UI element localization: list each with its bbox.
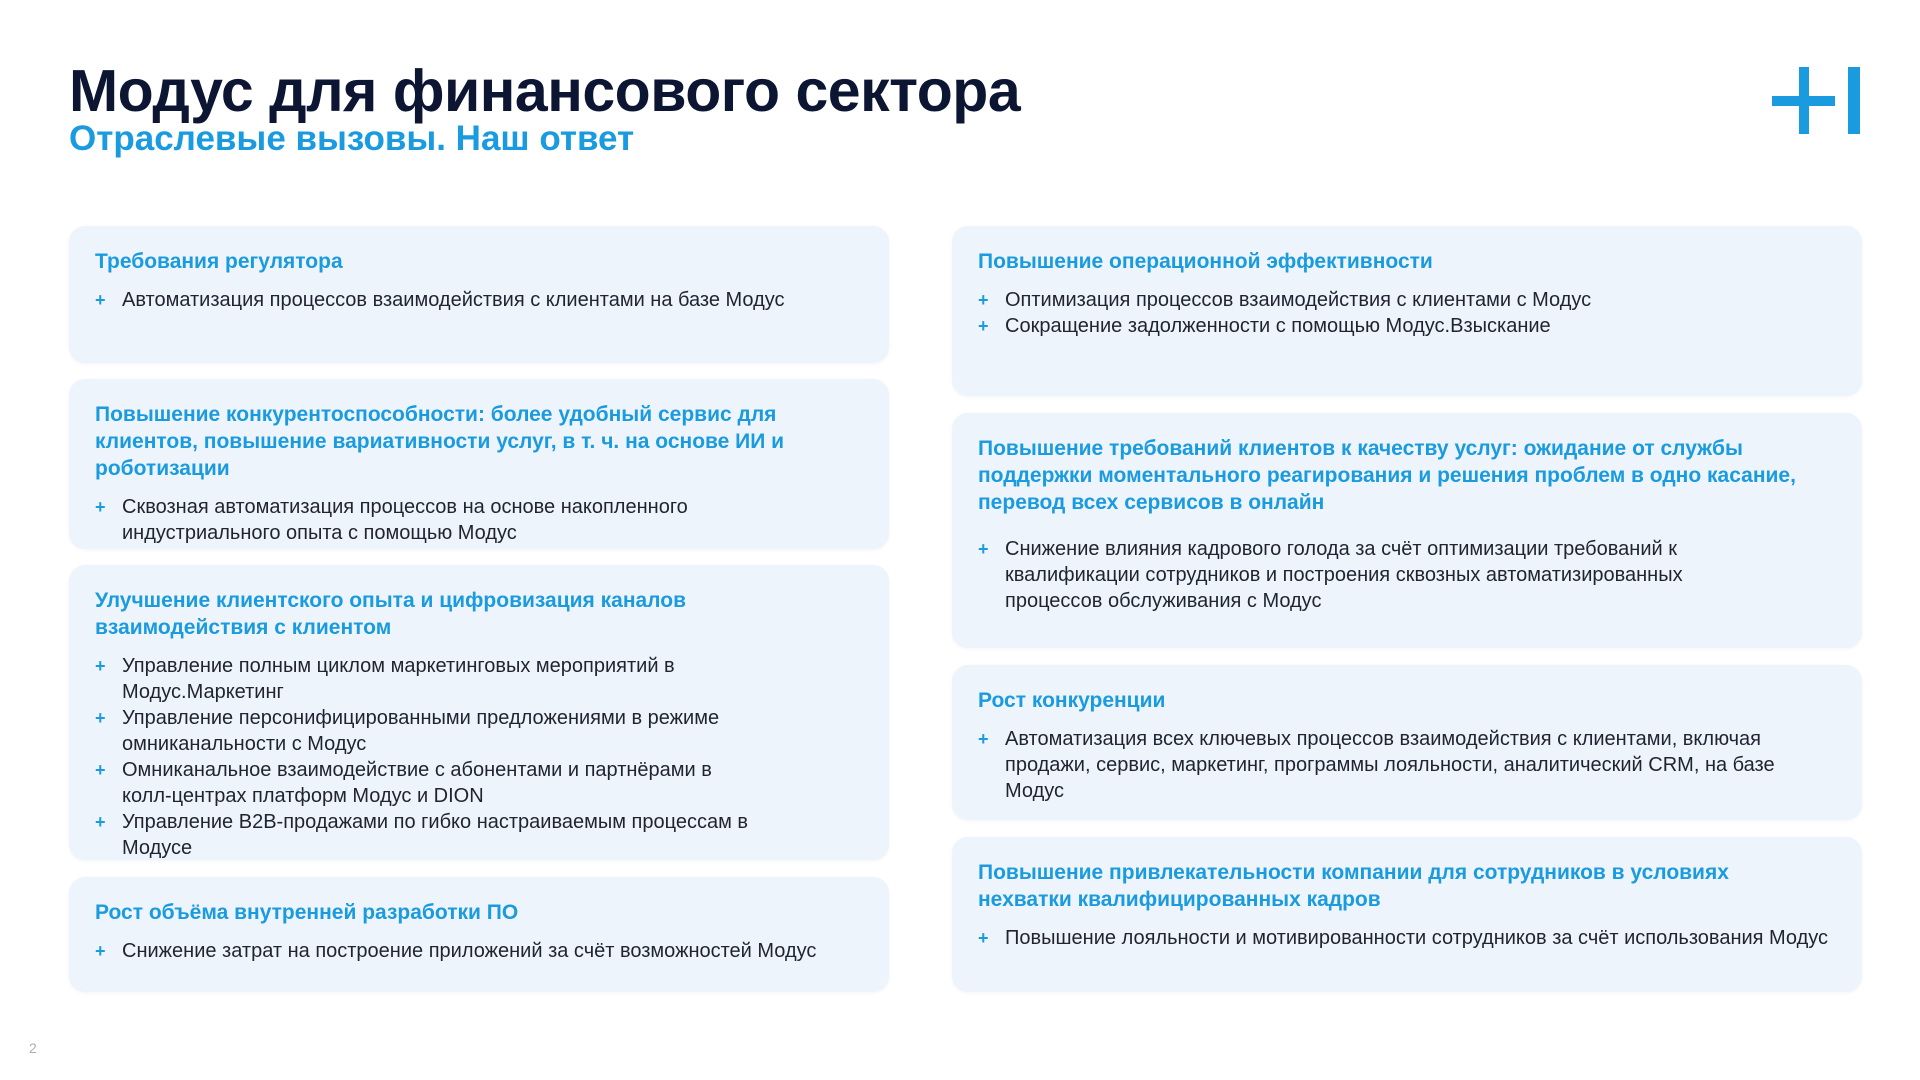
challenge-card-regulator [69,226,889,363]
card-list [978,726,1836,804]
list-item: + Оптимизация процессов взаимодействия с клиентами с Модус [978,289,1592,311]
list-item: + Автоматизация всех ключевых процессов взаимодействия с клиентами, включая продажи, сервис, маркетинг, программы лояльности, аналитический CRM, на базе Модус [978,728,1775,802]
card-title: Улучшение клиентского опыта и цифровизация каналов взаимодействия с клиентом [95,589,686,639]
list-item: + Управление полным циклом маркетинговых мероприятий в Модус.Маркетинг [95,655,675,703]
card-title: Требования регулятора [95,250,343,273]
card-title: Повышение конкурентоспособности: более удобный сервис для клиентов, повышение вариативности услуг, в т. ч. на основе ИИ и роботизации [95,403,785,480]
card-list [95,494,863,546]
card-list [978,536,1836,614]
page-subtitle: Отраслевые вызовы. Наш ответ [69,119,635,158]
plus-icon: + [978,290,989,310]
plus-icon: + [95,497,106,517]
page-title: Модус для финансового сектора [69,58,1021,124]
card-title: Рост объёма внутренней разработки ПО [95,901,519,924]
challenge-card-competition [952,665,1862,820]
card-title: Повышение привлекательности компании для сотрудников в условиях нехватки квалифицированных кадров [978,861,1729,911]
plus-icon: + [95,290,106,310]
challenge-card-service-quality [952,413,1862,648]
card-list [978,925,1836,951]
challenge-card-development [69,877,889,992]
card-list [95,653,795,861]
challenge-card-efficiency [952,226,1862,396]
card-list [95,938,863,964]
plus-icon: + [95,708,106,728]
card-title: Рост конкуренции [978,689,1166,712]
list-item: + Управление B2B-продажами по гибко настраиваемым процессам в Модусе [95,811,749,859]
list-item: + Автоматизация процессов взаимодействия с клиентами на базе Модус [95,289,785,311]
list-item: + Повышение лояльности и мотивированности сотрудников за счёт использования Модус [978,927,1829,949]
list-item: + Омниканальное взаимодействие с абонентами и партнёрами в колл-центрах платформ Модус и DION [95,759,712,807]
plus-icon: + [95,812,106,832]
page-number: 2 [29,1040,37,1056]
challenge-card-competitiveness [69,379,889,549]
brand-logo [1772,67,1864,134]
plus-icon: + [978,928,989,948]
challenge-card-attractiveness [952,837,1862,992]
card-list [95,287,863,313]
plus-icon: + [978,729,989,749]
plus-icon: + [95,941,106,961]
list-item: + Снижение влияния кадрового голода за счёт оптимизации требований к квалификации сотрудников и построения сквозных автоматизированных процессов обслуживания с Модус [978,538,1683,612]
list-item: + Снижение затрат на построение приложений за счёт возможностей Модус [95,940,817,962]
list-item: + Сквозная автоматизация процессов на основе накопленного индустриального опыта с помощью Модус [95,496,688,544]
list-item: + Управление персонифицированными предложениями в режиме омниканальности с Модус [95,707,720,755]
list-item: + Сокращение задолженности с помощью Модус.Взыскание [978,315,1551,337]
plus-icon: + [978,316,989,336]
challenge-card-client-experience [69,565,889,860]
card-title: Повышение операционной эффективности [978,250,1433,273]
plus-icon: + [978,539,989,559]
card-list [978,287,1836,339]
plus-icon: + [95,656,106,676]
plus-icon: + [95,760,106,780]
card-title: Повышение требований клиентов к качеству услуг: ожидание от службы поддержки моментального реагирования и решения проблем в одно касание, перевод всех сервисов в онлайн [978,437,1796,514]
